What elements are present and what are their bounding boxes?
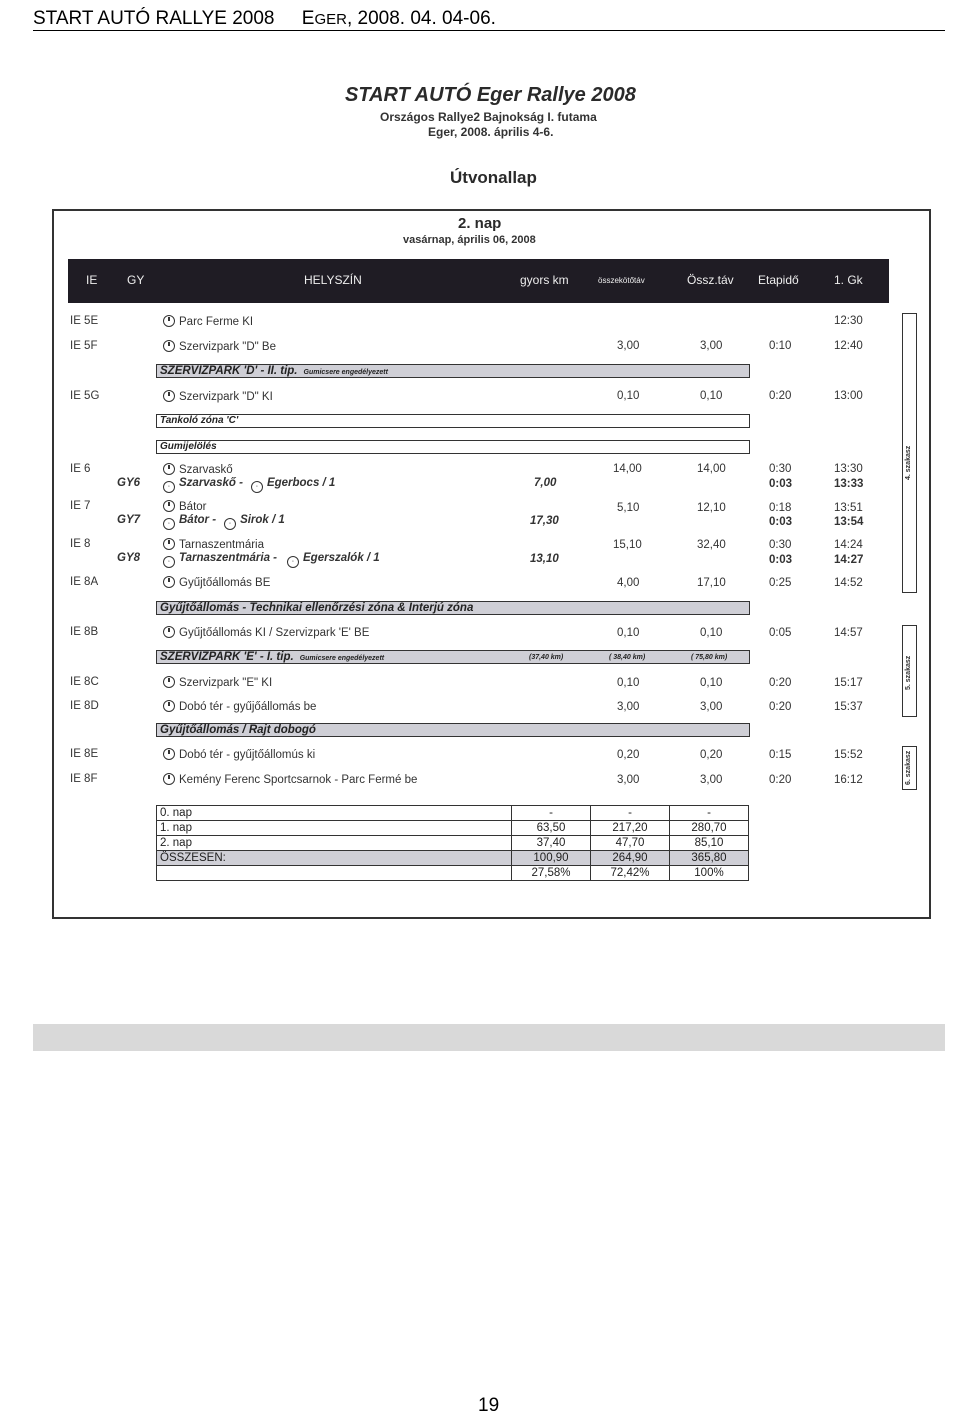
summary-b: 47,70: [591, 836, 670, 851]
col-gy: GY: [127, 273, 145, 287]
summary-a: 63,50: [512, 821, 591, 836]
summary-label: 0. nap: [157, 806, 512, 821]
row-gk: 12:40: [834, 340, 863, 352]
row-ie: IE 5E: [70, 315, 99, 327]
row-ie: IE 5G: [70, 390, 100, 402]
clock-icon: [163, 748, 175, 760]
summary-b: 72,42%: [591, 866, 670, 881]
day-subtitle: vasárnap, április 06, 2008: [403, 234, 536, 246]
col-etapido: Etapidő: [758, 273, 799, 287]
zone-gyujtoallomas: Gyűjtőállomás - Technikai ellenőrzési zóna & Interjú zóna: [156, 601, 750, 615]
page-number: 19: [478, 1395, 500, 1416]
row-location: Parc Ferme KI: [163, 315, 253, 328]
summary-label: [157, 866, 512, 881]
row-ie: IE 8D: [70, 700, 99, 712]
clock-icon: [163, 500, 175, 512]
row-time: 0:15: [769, 749, 792, 761]
header-left: START AUTÓ RALLYE 2008: [33, 8, 275, 29]
row-distance: 32,40: [697, 539, 726, 551]
row-time: 0:20: [769, 701, 792, 713]
table-row: [157, 866, 749, 881]
row-total: 3,00: [617, 340, 640, 352]
row-ie: IE 8B: [70, 626, 99, 638]
doc-heading: Útvonallap: [450, 168, 537, 187]
summary-label: 2. nap: [157, 836, 512, 851]
row-ie: IE 8A: [70, 576, 99, 588]
row-location: Gyűjtőállomás BE: [163, 576, 270, 589]
stage-finish-icon: ◦: [287, 556, 299, 568]
row-gk: 15:37: [834, 701, 863, 713]
row-location: Tarnaszentmária: [163, 538, 264, 551]
zone-szervizpark-d: SZERVIZPARK 'D' - II. tip. Gumicsere engedélyezett: [156, 364, 750, 378]
row-distance: 0,10: [700, 677, 723, 689]
row-ie: IE 8E: [70, 748, 99, 760]
row-gk: 16:12: [834, 774, 863, 786]
row-distance: 3,00: [700, 774, 723, 786]
row-gk: 15:52: [834, 749, 863, 761]
doc-subtitle-2: Eger, 2008. április 4-6.: [428, 125, 554, 139]
day-title: 2. nap: [458, 215, 502, 232]
doc-title: START AUTÓ Eger Rallye 2008: [345, 84, 636, 106]
stage-location: ◦ Szarvaskő - ◦ Egerbocs / 1: [163, 477, 335, 493]
zone-tankolo: Tankoló zóna 'C': [156, 414, 750, 428]
row-distance: 14,00: [697, 463, 726, 475]
clock-icon: [163, 340, 175, 352]
col-ie: IE: [86, 273, 98, 287]
row-gk: 15:17: [834, 677, 863, 689]
stage-start-icon: ◦: [163, 518, 175, 530]
col-ossz: Össz.táv: [687, 273, 734, 287]
summary-c: 85,10: [670, 836, 749, 851]
section-label-6: 6. szakasz: [905, 750, 912, 785]
col-osszekoto: összekötőtáv: [598, 276, 645, 285]
table-row: [157, 806, 749, 821]
summary-label: ÖSSZESEN:: [157, 851, 512, 866]
row-total: 0,10: [617, 627, 640, 639]
stage-km: 17,30: [530, 515, 559, 527]
summary-a: -: [512, 806, 591, 821]
row-location: Szervizpark "D" KI: [163, 390, 273, 403]
summary-c: -: [670, 806, 749, 821]
doc-subtitle-1: Országos Rallye2 Bajnokság I. futama: [380, 110, 597, 124]
col-helyszin: HELYSZÍN: [304, 273, 362, 287]
summary-c: 280,70: [670, 821, 749, 836]
row-time: 0:20: [769, 774, 792, 786]
summary-b: -: [591, 806, 670, 821]
row-distance: 0,10: [700, 627, 723, 639]
stage-km: 7,00: [534, 477, 557, 489]
gray-band: [33, 1024, 945, 1051]
zone-szervizpark-e: SZERVIZPARK 'E' - I. tip. Gumicsere engedélyezett (37,40 km) ( 38,40 km) ( 75,80 km): [156, 650, 750, 664]
summary-label: 1. nap: [157, 821, 512, 836]
clock-icon: [163, 315, 175, 327]
row-distance: 17,10: [697, 577, 726, 589]
row-gk: 13:00: [834, 390, 863, 402]
summary-c: 365,80: [670, 851, 749, 866]
row-gk: 14:52: [834, 577, 863, 589]
row-location: Dobó tér - gyűjőállomás be: [163, 700, 316, 713]
row-total: 3,00: [617, 774, 640, 786]
row-location: Szarvaskő: [163, 463, 233, 476]
row-location: Kemény Ferenc Sportcsarnok - Parc Fermé be: [163, 773, 417, 786]
summary-a: 37,40: [512, 836, 591, 851]
row-ie: IE 7: [70, 500, 91, 512]
row-distance: 3,00: [700, 701, 723, 713]
row-time: 0:05: [769, 627, 792, 639]
zone-rajt-dobogo: Gyűjtőállomás / Rajt dobogó: [156, 723, 750, 737]
summary-table: [156, 805, 749, 881]
row-total: 15,10: [613, 539, 642, 551]
row-total: 0,10: [617, 677, 640, 689]
row-total: 14,00: [613, 463, 642, 475]
clock-icon: [163, 773, 175, 785]
summary-a: 100,90: [512, 851, 591, 866]
row-time: 0:18: [769, 502, 792, 514]
row-ie: IE 8C: [70, 676, 99, 688]
stage-time: 0:03: [769, 554, 793, 566]
row-ie: IE 5F: [70, 340, 98, 352]
row-gk: 12:30: [834, 315, 863, 327]
stage-location: ◦ Tarnaszentmária - ◦ Egerszalók / 1: [163, 552, 380, 568]
row-time: 0:30: [769, 463, 792, 475]
clock-icon: [163, 676, 175, 688]
row-ie: IE 8F: [70, 773, 98, 785]
clock-icon: [163, 626, 175, 638]
stage-start-icon: ◦: [163, 556, 175, 568]
table-header: [68, 259, 889, 303]
row-time: 0:30: [769, 539, 792, 551]
row-gk: 13:30: [834, 463, 863, 475]
stage-gy: GY8: [117, 552, 141, 564]
summary-c: 100%: [670, 866, 749, 881]
stage-time: 0:03: [769, 478, 793, 490]
stage-time: 0:03: [769, 516, 793, 528]
col-gk: 1. Gk: [834, 273, 863, 287]
table-row: [157, 836, 749, 851]
zone-gumijeloles: Gumijelölés: [156, 440, 750, 454]
row-time: 0:25: [769, 577, 792, 589]
stage-finish-icon: ◦: [224, 518, 236, 530]
row-distance: 12,10: [697, 502, 726, 514]
row-ie: IE 8: [70, 538, 91, 550]
row-distance: 3,00: [700, 340, 723, 352]
section-label-4: 4. szakasz: [905, 445, 912, 480]
row-total: 0,10: [617, 390, 640, 402]
stage-gk: 13:54: [834, 516, 864, 528]
header-right: EGER, 2008. 04. 04-06.: [301, 8, 496, 29]
row-total: 4,00: [617, 577, 640, 589]
clock-icon: [163, 390, 175, 402]
section-label-5: 5. szakasz: [905, 655, 912, 690]
clock-icon: [163, 463, 175, 475]
clock-icon: [163, 576, 175, 588]
row-total: 0,20: [617, 749, 640, 761]
page-header: [33, 4, 945, 31]
row-total: 3,00: [617, 701, 640, 713]
clock-icon: [163, 700, 175, 712]
stage-finish-icon: ◦: [251, 481, 263, 493]
clock-icon: [163, 538, 175, 550]
row-time: 0:20: [769, 677, 792, 689]
summary-a: 27,58%: [512, 866, 591, 881]
row-time: 0:10: [769, 340, 792, 352]
row-location: Szervizpark "D" Be: [163, 340, 276, 353]
stage-gk: 14:27: [834, 554, 864, 566]
row-location: Bátor: [163, 500, 207, 513]
summary-b: 264,90: [591, 851, 670, 866]
table-row: [157, 821, 749, 836]
row-distance: 0,10: [700, 390, 723, 402]
summary-b: 217,20: [591, 821, 670, 836]
row-gk: 14:57: [834, 627, 863, 639]
table-row: [157, 851, 749, 866]
stage-gy: GY7: [117, 514, 141, 526]
row-distance: 0,20: [700, 749, 723, 761]
stage-km: 13,10: [530, 553, 559, 565]
col-gyors: gyors km: [520, 273, 569, 287]
row-location: Gyűjtőállomás KI / Szervizpark 'E' BE: [163, 626, 369, 639]
stage-gy: GY6: [117, 477, 141, 489]
stage-gk: 13:33: [834, 478, 864, 490]
row-location: Szervizpark "E" KI: [163, 676, 272, 689]
row-ie: IE 6: [70, 463, 91, 475]
row-total: 5,10: [617, 502, 640, 514]
stage-start-icon: ◦: [163, 481, 175, 493]
row-gk: 13:51: [834, 502, 863, 514]
stage-location: ◦ Bátor - ◦ Sirok / 1: [163, 514, 285, 530]
row-gk: 14:24: [834, 539, 863, 551]
row-location: Dobó tér - gyűjtőállomús ki: [163, 748, 315, 761]
row-time: 0:20: [769, 390, 792, 402]
